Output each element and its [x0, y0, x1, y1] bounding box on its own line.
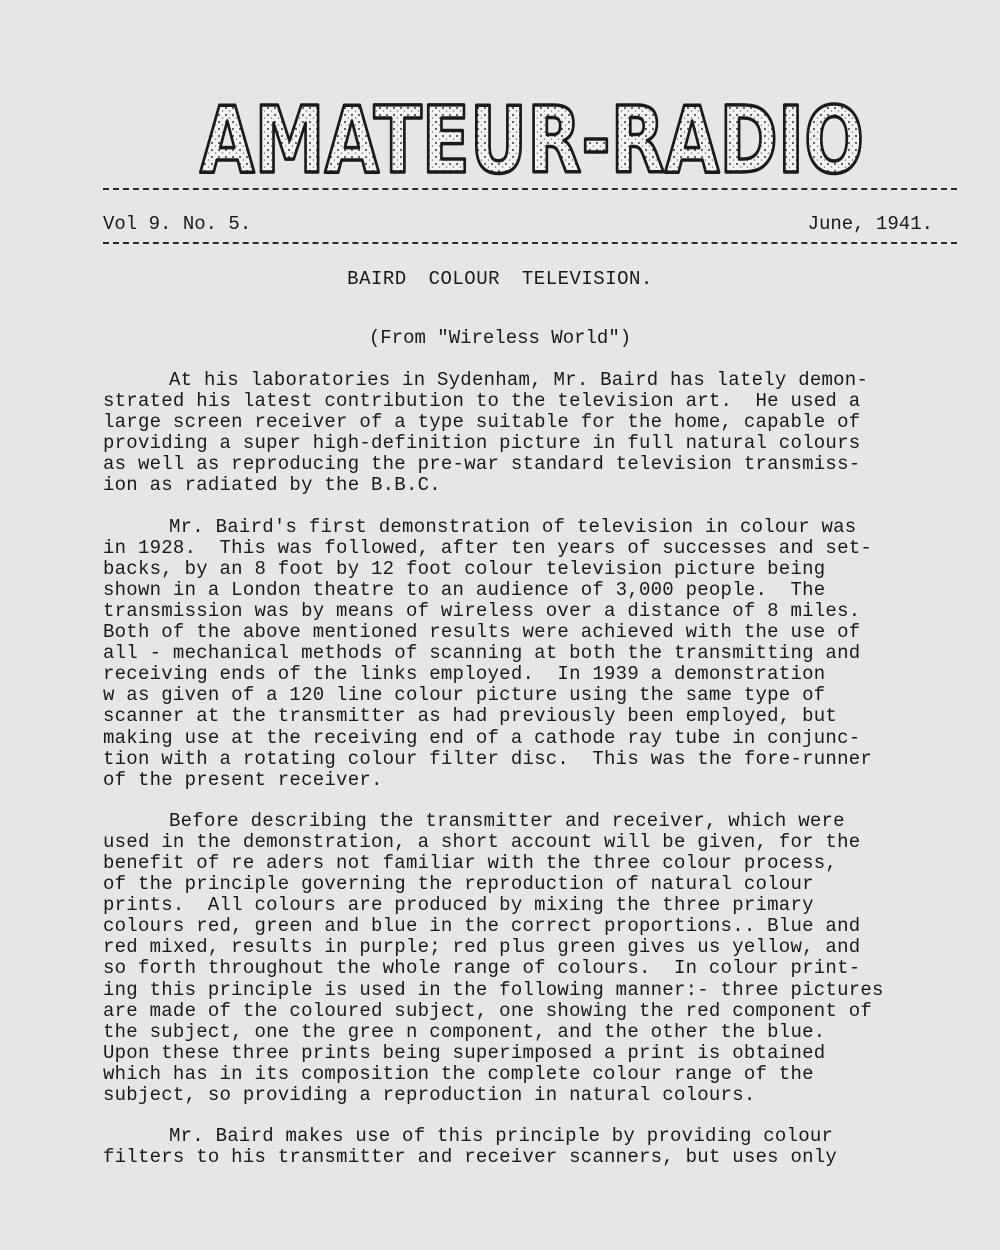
masthead — [196, 87, 868, 194]
paragraph-line: ion as radiated by the B.B.C. — [103, 474, 441, 497]
paragraph-line: of the present receiver. — [103, 768, 383, 791]
paragraph-line: w as given of a 120 line colour picture using the same type of — [103, 684, 826, 707]
issue-line — [103, 213, 933, 235]
paragraph-line: Before describing the transmitter and receiver, which were — [169, 809, 845, 832]
paragraph-line: in 1928. This was followed, after ten years of successes and set- — [103, 536, 873, 559]
paragraph-line: red mixed, results in purple; red plus green gives us yellow, and — [103, 936, 861, 959]
paragraph-line: receiving ends of the links employed. In 1939 a demonstration — [103, 663, 826, 686]
paragraph-line: so forth throughout the whole range of colours. In colour print- — [103, 957, 861, 980]
paragraph-line: Both of the above mentioned results were achieved with the use of — [103, 621, 861, 644]
paragraph-line: are made of the coloured subject, one showing the red component of — [103, 999, 873, 1022]
paragraph-line: the subject, one the gree n component, and the other the blue. — [103, 1020, 826, 1043]
paragraph-line: large screen receiver of a type suitable for the home, capable of — [103, 411, 861, 434]
volume-number: Vol 9. No. 5. — [103, 213, 252, 235]
article-paragraph — [103, 811, 953, 1106]
paragraph-line: strated his latest contribution to the television art. He used a — [103, 390, 861, 413]
paragraph-line: subject, so providing a reproduction in natural colours. — [103, 1084, 756, 1106]
article-title: BAIRD COLOUR TELEVISION. — [347, 268, 653, 290]
paragraph-line: making use at the receiving end of a cathode ray tube in conjunc- — [103, 726, 861, 749]
article-paragraph — [103, 1126, 953, 1168]
paragraph-line: ing this principle is used in the following manner:- three pictures — [103, 978, 884, 1001]
article-paragraph — [103, 370, 953, 497]
paragraph-line: backs, by an 8 foot by 12 foot colour television picture being — [103, 557, 826, 580]
paragraph-line: Mr. Baird's first demonstration of television in colour was — [169, 515, 857, 538]
article-source: (From "Wireless World") — [368, 327, 632, 349]
paragraph-line: At his laboratories in Sydenham, Mr. Baird has lately demon- — [169, 369, 869, 391]
divider-top — [103, 188, 957, 190]
masthead-title: AMATEUR-RADIO — [200, 87, 864, 194]
paragraph-line: Mr. Baird makes use of this principle by providing colour — [169, 1125, 834, 1148]
paragraph-line: all - mechanical methods of scanning at both the transmitting and — [103, 642, 861, 665]
paragraph-line: providing a super high-definition picture in full natural colours — [103, 432, 861, 455]
paragraph-line: Upon these three prints being superimposed a print is obtained — [103, 1041, 826, 1064]
paragraph-line: used in the demonstration, a short account will be given, for the — [103, 830, 861, 853]
paragraph-line: which has in its composition the complete colour range of the — [103, 1062, 814, 1085]
paragraph-line: benefit of re aders not familiar with the three colour process, — [103, 851, 838, 874]
paragraph-line: transmission was by means of wireless over a distance of 8 miles. — [103, 599, 861, 622]
paragraph-line: of the principle governing the reproduction of natural colour — [103, 873, 814, 896]
paragraph-line: as well as reproducing the pre-war standard television transmiss- — [103, 453, 861, 476]
article-paragraph — [103, 517, 953, 791]
paragraph-line: prints. All colours are produced by mixing the three primary — [103, 894, 814, 917]
article-body — [103, 370, 953, 1188]
paragraph-line: colours red, green and blue in the correct proportions.. Blue and — [103, 915, 861, 938]
paragraph-line: tion with a rotating colour filter disc. This was the fore-runner — [103, 747, 873, 770]
paragraph-line: shown in a London theatre to an audience of 3,000 people. The — [103, 578, 826, 601]
paragraph-line: scanner at the transmitter as had previously been employed, but — [103, 705, 838, 728]
paragraph-line: filters to his transmitter and receiver scanners, but uses only — [103, 1146, 838, 1169]
divider-bottom — [103, 242, 957, 244]
issue-date: June, 1941. — [807, 213, 933, 235]
